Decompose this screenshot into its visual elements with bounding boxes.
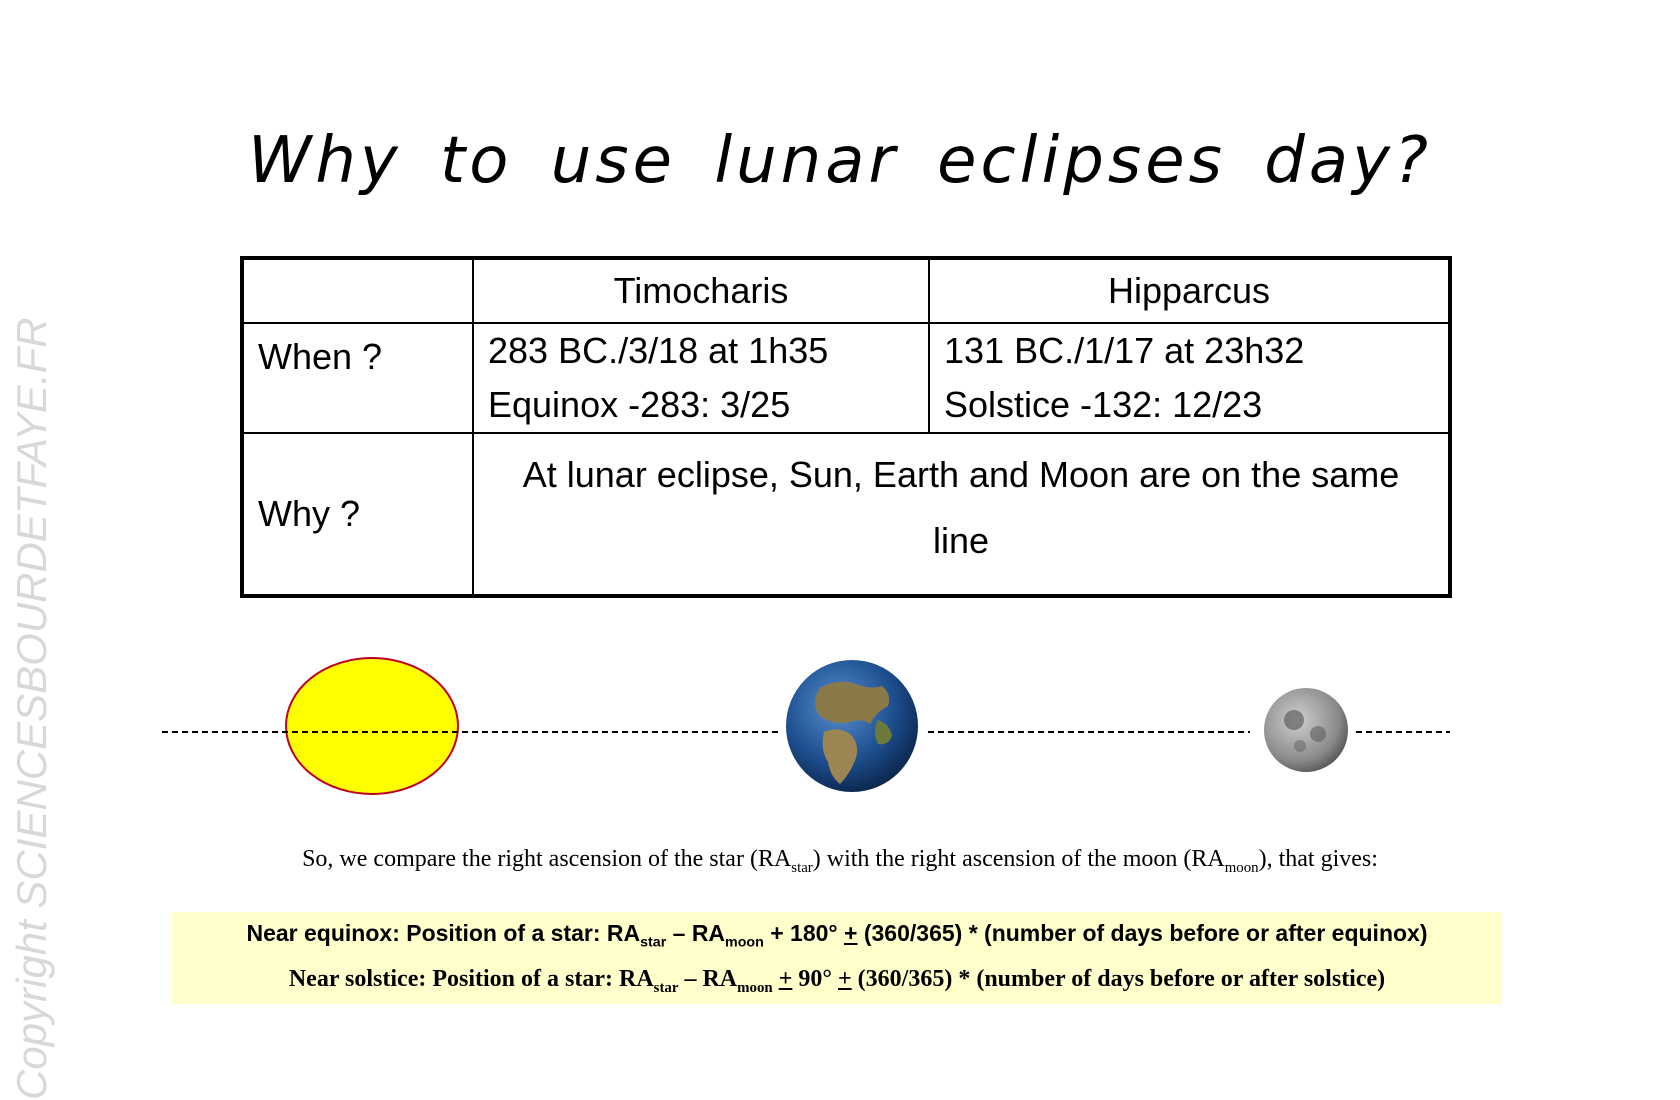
sun-body (286, 658, 458, 794)
earth-body (786, 660, 918, 792)
table-header-timocharis: Timocharis (473, 258, 929, 323)
solstice-sub-star: star (653, 979, 679, 996)
equinox-minus: – RA (666, 920, 726, 946)
paragraph-part-3: ), that gives: (1258, 846, 1378, 872)
why-text: At lunar eclipse, Sun, Earth and Moon are on the same line (473, 433, 1450, 596)
paragraph-sub-star: star (791, 859, 813, 876)
equinox-formula (172, 920, 1502, 951)
hipparcus-when-cell (929, 323, 1450, 433)
equinox-sub-star: star (640, 934, 667, 951)
solstice-plusminus-1: + (778, 966, 793, 992)
moon-mare-1 (1284, 710, 1304, 730)
table-row-why (242, 433, 1450, 596)
table-row-when (242, 323, 1450, 433)
moon-icon (1264, 688, 1348, 772)
equinox-plus180: + 180° (763, 920, 845, 946)
solstice-formula (172, 966, 1502, 997)
equinox-sub-moon: moon (725, 934, 764, 951)
hipparcus-eclipse-date: 131 BC./1/17 at 23h32 (944, 330, 1305, 371)
table-header-row (242, 258, 1450, 323)
solstice-90deg: 90° (792, 966, 838, 992)
hipparcus-solstice: Solstice -132: 12/23 (944, 384, 1263, 425)
solstice-sub-moon: moon (737, 979, 773, 996)
sun-icon (286, 658, 458, 794)
solstice-minus: – RA (678, 966, 738, 992)
solstice-prefix: Near solstice: Position of a star: RA (288, 966, 654, 992)
comparison-table (240, 256, 1452, 598)
equinox-plusminus: + (844, 920, 858, 946)
copyright-watermark: Copyright SCIENCESBOURDETFAYE.FR (8, 317, 55, 1100)
formula-box (172, 912, 1502, 1004)
earth-icon (786, 660, 918, 792)
moon-body (1264, 688, 1348, 772)
moon-mare-3 (1294, 740, 1306, 752)
paragraph-part-2: ) with the right ascension of the moon (RA (812, 846, 1225, 872)
why-label: Why ? (242, 433, 473, 596)
solstice-plusminus-2: + (837, 966, 852, 992)
table-header-empty (242, 258, 473, 323)
paragraph-sub-moon: moon (1224, 859, 1259, 876)
table-header-hipparcus: Hipparcus (929, 258, 1450, 323)
paragraph-part-1: So, we compare the right ascension of the star (RA (302, 846, 792, 872)
slide-title: Why to use lunar eclipses day? (248, 124, 1432, 198)
when-label: When ? (242, 323, 473, 433)
timocharis-eclipse-date: 283 BC./3/18 at 1h35 (488, 330, 829, 371)
eclipse-alignment-diagram (0, 640, 1680, 810)
equinox-prefix: Near equinox: Position of a star: RA (246, 920, 641, 946)
moon-mare-2 (1310, 726, 1326, 742)
timocharis-equinox: Equinox -283: 3/25 (488, 384, 791, 425)
timocharis-when-cell (473, 323, 929, 433)
equinox-rest: (360/365) * (number of days before or after equinox) (857, 920, 1428, 946)
solstice-rest: (360/365) * (number of days before or after solstice) (851, 966, 1386, 992)
explanation-paragraph (0, 846, 1680, 877)
